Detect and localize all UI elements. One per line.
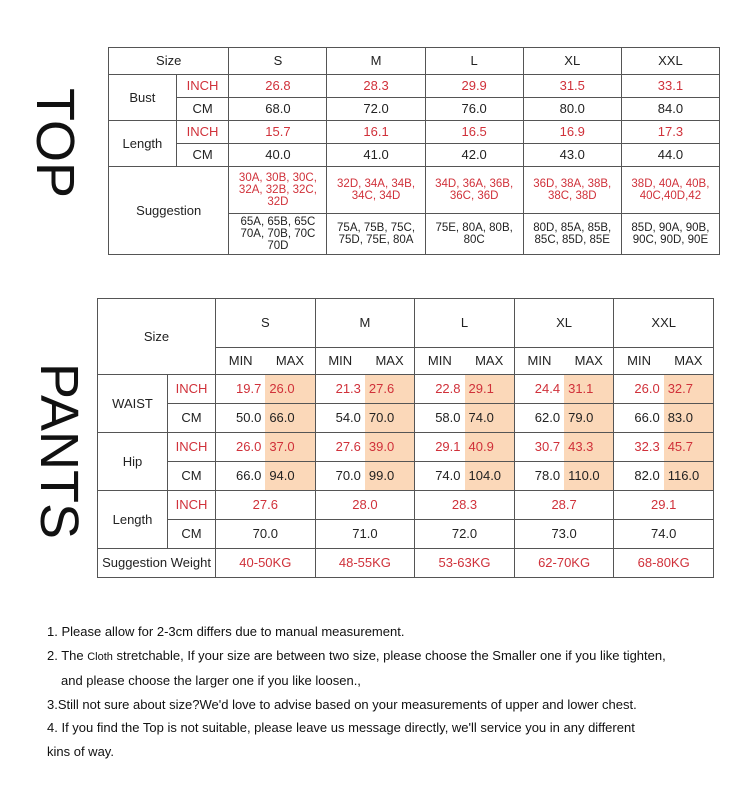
unit-cm: CM — [168, 404, 216, 433]
hip-inch-max-l: 40.9 — [465, 433, 514, 461]
waist-inch-max-xl: 31.1 — [564, 375, 613, 403]
notes-section — [47, 620, 666, 763]
hip-cm-min-xl: 78.0 — [534, 468, 561, 483]
top-length-inch-xxl: 17.3 — [621, 121, 719, 144]
min-label: MIN — [328, 353, 353, 368]
waist-cm-min-xxl: 66.0 — [634, 410, 660, 425]
hip-inch-min-xxl: 32.3 — [634, 439, 660, 454]
pants-size-xl: XL — [514, 299, 614, 348]
unit-cm: CM — [176, 98, 229, 121]
top-suggestion-label: Suggestion — [109, 167, 229, 255]
suggestion-cup-xl: 36D, 38A, 38B, 38C, 38D — [523, 167, 621, 214]
waist-inch-min-l: 22.8 — [435, 381, 461, 396]
top-size-xxl: XXL — [621, 48, 719, 75]
pants-size-xxl: XXL — [614, 299, 714, 348]
pants-length-inch-xxl: 29.1 — [614, 491, 714, 520]
pants-header-row — [98, 299, 714, 348]
hip-inch-max-m: 39.0 — [365, 433, 414, 461]
pants-size-header: Size — [98, 299, 216, 375]
suggestion-cup-l: 34D, 36A, 36B, 36C, 36D — [425, 167, 523, 214]
hip-inch-max-s: 37.0 — [265, 433, 314, 461]
pants-size-l: L — [415, 299, 515, 348]
max-label: MAX — [574, 353, 603, 368]
pants-weight-row — [98, 549, 714, 578]
hip-cm-min-xxl: 82.0 — [634, 468, 660, 483]
max-label: MAX — [375, 353, 404, 368]
top-length-inch-row — [109, 121, 720, 144]
top-length-cm-xxl: 44.0 — [621, 144, 719, 167]
bust-cm-m: 72.0 — [327, 98, 425, 121]
pants-length-inch-l: 28.3 — [415, 491, 515, 520]
hip-inch-min-l: 29.1 — [435, 439, 461, 454]
pants-length-cm-s: 70.0 — [216, 520, 316, 549]
hip-inch-min-s: 26.0 — [236, 439, 262, 454]
note-2-cloth: Cloth — [87, 650, 113, 663]
suggestion-cup-s: 30A, 30B, 30C, 32A, 32B, 32C, 32D — [229, 167, 327, 214]
waist-inch-max-s: 26.0 — [265, 375, 314, 403]
top-length-inch-xl: 16.9 — [523, 121, 621, 144]
pants-length-inch-row — [98, 491, 714, 520]
suggestion-band-xxl: 85D, 90A, 90B, 90C, 90D, 90E — [621, 214, 719, 255]
suggestion-band-s: 65A, 65B, 65C 70A, 70B, 70C 70D — [229, 214, 327, 255]
note-2: 2. The Cloth stretchable, If your size are between two size, please choose the Smaller one if you like tighten, — [47, 647, 666, 663]
top-bust-label: Bust — [109, 75, 177, 121]
top-size-table — [108, 47, 720, 255]
top-length-cm-l: 42.0 — [425, 144, 523, 167]
unit-inch: INCH — [176, 121, 229, 144]
weight-m: 48-55KG — [315, 549, 415, 578]
unit-inch: INCH — [168, 375, 216, 404]
pants-size-table — [97, 298, 714, 578]
hip-cm-max-xl: 110.0 — [564, 462, 613, 490]
top-size-l: L — [425, 48, 523, 75]
pants-length-label: Length — [98, 491, 168, 549]
suggestion-band-m: 75A, 75B, 75C, 75D, 75E, 80A — [327, 214, 425, 255]
waist-cm-min-s: 50.0 — [236, 410, 262, 425]
hip-cm-min-s: 66.0 — [236, 468, 262, 483]
weight-s: 40-50KG — [216, 549, 316, 578]
top-length-cm-s: 40.0 — [229, 144, 327, 167]
weight-xxl: 68-80KG — [614, 549, 714, 578]
max-label: MAX — [275, 353, 305, 368]
pants-hip-label: Hip — [98, 433, 168, 491]
max-label: MAX — [674, 353, 703, 368]
waist-cm-min-m: 54.0 — [335, 410, 361, 425]
pants-length-inch-s: 27.6 — [216, 491, 316, 520]
top-size-s: S — [229, 48, 327, 75]
top-size-m: M — [327, 48, 425, 75]
top-length-cm-xl: 43.0 — [523, 144, 621, 167]
min-label: MIN — [427, 353, 452, 368]
pants-length-inch-m: 28.0 — [315, 491, 415, 520]
waist-cm-max-xxl: 83.0 — [664, 404, 713, 432]
pants-length-cm-row — [98, 520, 714, 549]
weight-xl: 62-70KG — [514, 549, 614, 578]
bust-cm-l: 76.0 — [425, 98, 523, 121]
top-bust-inch-row — [109, 75, 720, 98]
hip-cm-min-l: 74.0 — [435, 468, 461, 483]
hip-inch-max-xxl: 45.7 — [664, 433, 713, 461]
bust-cm-xxl: 84.0 — [621, 98, 719, 121]
unit-inch: INCH — [168, 433, 216, 462]
pants-length-inch-xl: 28.7 — [514, 491, 614, 520]
pants-waist-label: WAIST — [98, 375, 168, 433]
suggestion-cup-xxl: 38D, 40A, 40B, 40C,40D,42 — [621, 167, 719, 214]
pants-waist-inch-row — [98, 375, 714, 404]
pants-weight-label: Suggestion Weight — [98, 549, 216, 578]
waist-inch-min-xl: 24.4 — [534, 381, 561, 396]
pants-length-cm-xl: 73.0 — [514, 520, 614, 549]
waist-inch-max-xxl: 32.7 — [664, 375, 713, 403]
pants-section-label: PANTS — [29, 363, 89, 540]
suggestion-cup-m: 32D, 34A, 34B, 34C, 34D — [327, 167, 425, 214]
waist-inch-min-xxl: 26.0 — [634, 381, 660, 396]
waist-cm-max-s: 66.0 — [265, 404, 314, 432]
bust-inch-xl: 31.5 — [523, 75, 621, 98]
waist-cm-max-m: 70.0 — [365, 404, 414, 432]
waist-cm-max-xl: 79.0 — [564, 404, 613, 432]
pants-size-m: M — [315, 299, 415, 348]
hip-inch-min-m: 27.6 — [335, 439, 361, 454]
bust-cm-s: 68.0 — [229, 98, 327, 121]
unit-cm: CM — [176, 144, 229, 167]
pants-length-cm-m: 71.0 — [315, 520, 415, 549]
top-length-cm-m: 41.0 — [327, 144, 425, 167]
suggestion-band-l: 75E, 80A, 80B, 80C — [425, 214, 523, 255]
top-size-xl: XL — [523, 48, 621, 75]
note-1: 1. Please allow for 2-3cm differs due to manual measurement. — [47, 624, 405, 639]
top-length-cm-row — [109, 144, 720, 167]
top-suggestion-cup-row — [109, 167, 720, 214]
bust-inch-l: 29.9 — [425, 75, 523, 98]
hip-cm-max-s: 94.0 — [265, 462, 314, 490]
max-label: MAX — [475, 353, 504, 368]
min-label: MIN — [627, 353, 651, 368]
unit-inch: INCH — [168, 491, 216, 520]
waist-cm-min-l: 58.0 — [435, 410, 461, 425]
suggestion-band-xl: 80D, 85A, 85B, 85C, 85D, 85E — [523, 214, 621, 255]
unit-cm: CM — [168, 520, 216, 549]
top-bust-cm-row — [109, 98, 720, 121]
hip-inch-min-xl: 30.7 — [534, 439, 561, 454]
waist-inch-min-m: 21.3 — [335, 381, 361, 396]
hip-cm-max-m: 99.0 — [365, 462, 414, 490]
note-4: 4. If you find the Top is not suitable, please leave us message directly, we'll service you in any different — [47, 720, 635, 735]
waist-cm-min-xl: 62.0 — [534, 410, 561, 425]
bust-inch-m: 28.3 — [327, 75, 425, 98]
top-section-label: TOP — [25, 88, 85, 199]
hip-cm-min-m: 70.0 — [335, 468, 361, 483]
pants-hip-inch-row — [98, 433, 714, 462]
pants-hip-cm-row — [98, 462, 714, 491]
top-size-header: Size — [109, 48, 229, 75]
hip-inch-max-xl: 43.3 — [564, 433, 613, 461]
pants-size-s: S — [216, 299, 316, 348]
waist-cm-max-l: 74.0 — [465, 404, 514, 432]
min-label: MIN — [527, 353, 552, 368]
top-header-row — [109, 48, 720, 75]
waist-inch-max-l: 29.1 — [465, 375, 514, 403]
waist-inch-max-m: 27.6 — [365, 375, 414, 403]
note-3: 3.Still not sure about size?We'd love to advise based on your measurements of upper and lower chest. — [47, 696, 637, 712]
pants-length-cm-l: 72.0 — [415, 520, 515, 549]
bust-inch-s: 26.8 — [229, 75, 327, 98]
weight-l: 53-63KG — [415, 549, 515, 578]
hip-cm-max-l: 104.0 — [465, 462, 514, 490]
waist-inch-min-s: 19.7 — [236, 381, 262, 396]
min-label: MIN — [228, 353, 253, 368]
unit-cm: CM — [168, 462, 216, 491]
pants-waist-cm-row — [98, 404, 714, 433]
pants-length-cm-xxl: 74.0 — [614, 520, 714, 549]
bust-inch-xxl: 33.1 — [621, 75, 719, 98]
note-4-cont: kins of way. — [47, 743, 114, 759]
note-2-cont: and please choose the larger one if you like loosen., — [61, 673, 361, 688]
unit-inch: INCH — [176, 75, 229, 98]
hip-cm-max-xxl: 116.0 — [664, 462, 713, 490]
top-length-inch-s: 15.7 — [229, 121, 327, 144]
top-length-inch-m: 16.1 — [327, 121, 425, 144]
top-length-label: Length — [109, 121, 177, 167]
bust-cm-xl: 80.0 — [523, 98, 621, 121]
top-length-inch-l: 16.5 — [425, 121, 523, 144]
